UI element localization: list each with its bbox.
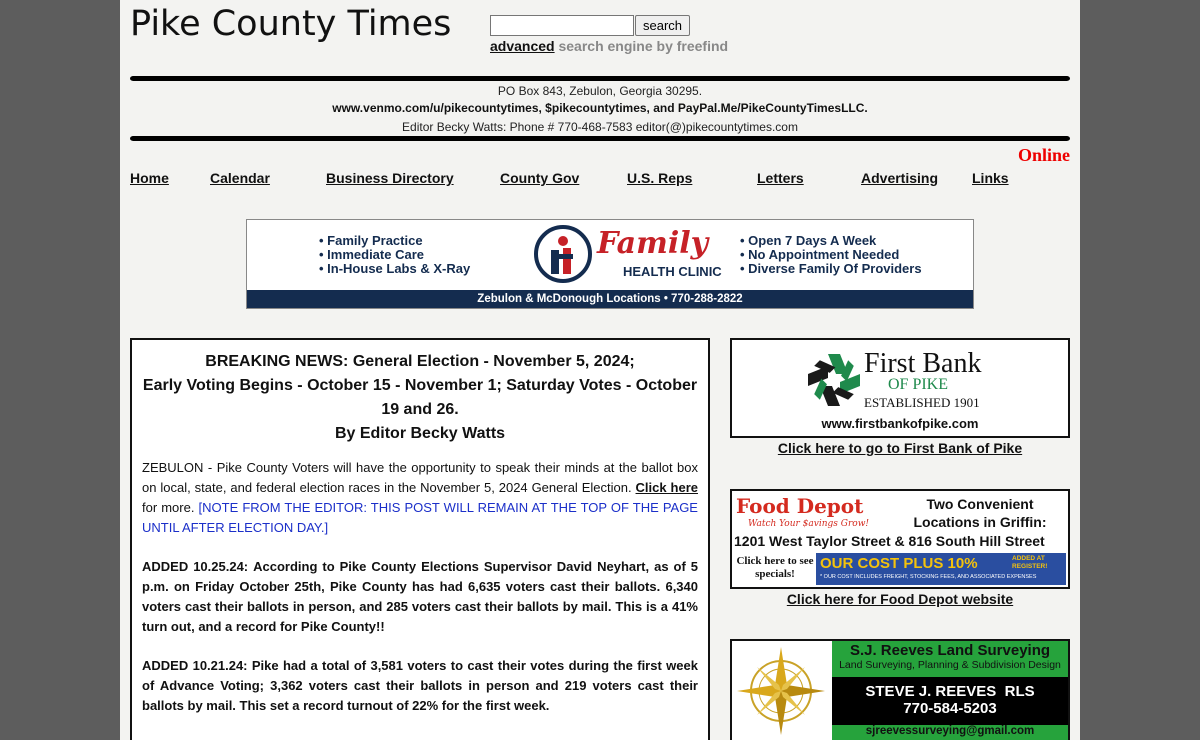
nav-calendar[interactable]: Calendar (210, 170, 270, 186)
article-headline-line-1: BREAKING NEWS: General Election - November 5, 2024; (205, 353, 635, 370)
update-label: ADDED 10.25.24: (142, 559, 249, 574)
article-update-paragraph (142, 557, 698, 637)
survey-header (832, 641, 1068, 677)
article-body (132, 458, 708, 716)
search-links (490, 38, 728, 54)
search-input[interactable] (490, 15, 634, 36)
nav-county-gov[interactable]: County Gov (500, 170, 580, 186)
survey-phone: 770-584-5203 (903, 700, 997, 717)
clinic-features-list (740, 234, 922, 276)
clinic-locations-bar: Zebulon & McDonough Locations • 770-288-2822 (247, 290, 973, 308)
nav-business-directory[interactable]: Business Directory (326, 170, 454, 186)
search-engine-credit: search engine by freefind (558, 38, 729, 54)
promo-fine-print: * OUR COST INCLUDES FREIGHT, STOCKING FEES, AND ASSOCIATED EXPENSES (820, 574, 1037, 580)
survey-name: STEVE J. REEVES RLS (865, 683, 1035, 700)
clinic-feature-item: • Open 7 Days A Week (740, 233, 877, 248)
contact-payment: www.venmo.com/u/pikecountytimes, $pikecountytimes, and PayPal.Me/PikeCountyTimesLLC. (332, 101, 868, 115)
article-paragraph (142, 458, 698, 538)
advanced-search-link[interactable]: advanced (490, 38, 555, 54)
first-bank-ad[interactable] (730, 338, 1070, 438)
bank-established: ESTABLISHED 1901 (864, 395, 980, 410)
nav-links[interactable]: Links (972, 170, 1009, 186)
clinic-feature-item: • Diverse Family Of Providers (740, 261, 922, 276)
clinic-feature-item: • No Appointment Needed (740, 247, 900, 262)
search-button[interactable]: search (635, 15, 690, 36)
update-label: ADDED 10.21.24: (142, 658, 248, 673)
clinic-service-item: • Family Practice (319, 233, 423, 248)
click-here-link[interactable]: Click here (635, 480, 698, 495)
update-text: Pike had a total of 3,581 voters to cast their votes during the first week of Advance Voting; 3,362 voters cast their ballots in person and 219 voters cast their ballots by mail. This set a record turnout of 22% for the first week. (142, 658, 698, 713)
survey-title: S.J. Reeves Land Surveying (849, 642, 1051, 659)
first-bank-logo-icon (806, 352, 862, 408)
first-bank-link[interactable]: Click here to go to First Bank of Pike (777, 440, 1023, 456)
family-clinic-banner-ad[interactable] (246, 219, 974, 309)
nav-us-reps[interactable]: U.S. Reps (627, 170, 693, 186)
nav-home[interactable]: Home (130, 170, 169, 186)
editor-note: [NOTE FROM THE EDITOR: THIS POST WILL REMAIN AT THE TOP OF THE PAGE UNTIL AFTER ELECTION DAY.] (142, 500, 698, 535)
clinic-service-item: • Immediate Care (319, 247, 424, 262)
contact-editor: Editor Becky Watts: Phone # 770-468-7583 editor(@)pikecountytimes.com (402, 120, 798, 134)
article-byline: By Editor Becky Watts (334, 425, 506, 442)
site-title[interactable]: Pike County Times (130, 4, 452, 44)
food-depot-link[interactable]: Click here for Food Depot website (786, 591, 1014, 607)
page (120, 0, 1080, 740)
clinic-services-list (319, 234, 470, 276)
article-paragraph-text: ZEBULON - Pike County Voters will have the opportunity to speak their minds at the ballot box on local, state, and federal election races in the November 5, 2024 General Election. (142, 460, 698, 495)
clinic-service-item: • In-House Labs & X-Ray (319, 261, 471, 276)
clinic-brand-sub: HEALTH CLINIC (623, 264, 722, 279)
online-label: Online (1017, 145, 1070, 165)
breaking-news-article (130, 338, 710, 740)
food-depot-specials[interactable]: Click here to see specials! (736, 555, 814, 580)
divider-top (130, 76, 1070, 81)
clinic-brand: Family (597, 226, 709, 261)
bank-url: www.firstbankofpike.com (821, 416, 979, 431)
update-text: According to Pike County Elections Supervisor David Neyhart, as of 5 p.m. on Friday October 25th, Pike County has had 6,635 voters cast their ballots. 6,340 voters cast their ballots in person, and 285 voters cast their ballots by mail. This is a 41% turn out, and a record for Pike County!! (142, 559, 698, 634)
nav-advertising[interactable]: Advertising (861, 170, 939, 186)
food-depot-address: 1201 West Taylor Street & 816 South Hill Street (734, 533, 1045, 549)
food-depot-ad[interactable] (730, 489, 1070, 589)
promo-text: OUR COST PLUS 10% (820, 555, 978, 572)
compass-rose-icon (736, 645, 826, 737)
article-update-paragraph (142, 656, 698, 716)
food-depot-headline: Two Convenient Locations in Griffin: (913, 496, 1047, 530)
article-headline (132, 340, 708, 446)
promo-tag: ADDED AT REGISTER! (1012, 555, 1048, 570)
bank-name-sub: OF PIKE (888, 376, 949, 393)
article-headline-line-2: Early Voting Begins - October 15 - November 1; Saturday Votes - October 19 and 26. (142, 377, 698, 418)
food-depot-brand: Food Depot (736, 494, 864, 518)
article-paragraph-text: for more. (142, 500, 195, 515)
surveying-ad[interactable] (730, 639, 1070, 740)
survey-subtitle: Land Surveying, Planning & Subdivision Design (839, 659, 1061, 671)
survey-contact (832, 677, 1068, 725)
bank-name: First Bank (864, 348, 982, 379)
food-depot-promo (816, 553, 1066, 585)
nav-letters[interactable]: Letters (757, 170, 804, 186)
divider-bottom (130, 136, 1070, 141)
food-depot-slogan: Watch Your $avings Grow! (748, 519, 870, 529)
contact-address: PO Box 843, Zebulon, Georgia 30295. (497, 84, 703, 98)
clinic-logo-icon (533, 224, 593, 284)
survey-email[interactable]: sjreevessurveying@gmail.com (832, 725, 1068, 740)
